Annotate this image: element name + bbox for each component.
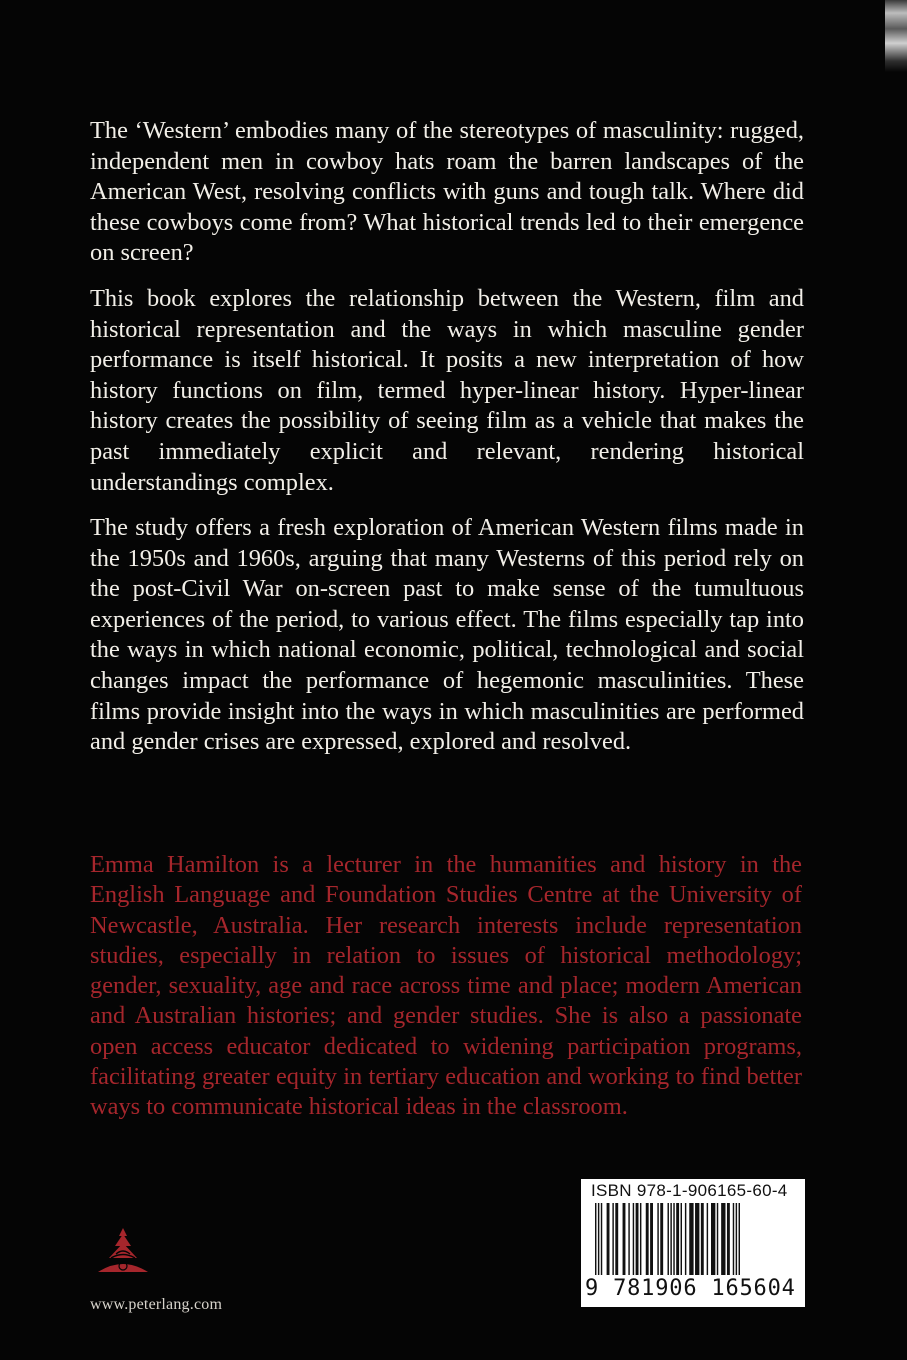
barcode-bar xyxy=(695,1203,699,1275)
blurb-paragraph-3: The study offers a fresh exploration of American Western films made in the 1950s and 1960s, arguing that many Westerns of this period rely on the post-Civil War on-screen past to make sense of the tumultuous experiences of the period, to various effect. The films especially tap into the ways in which national economic, political, technological and social changes impact the performance of hegemonic masculinities. These films provide insight into the ways in which masculinities are performed and gender crises are expressed, explored and resolved. xyxy=(90,514,804,756)
barcode-bar xyxy=(623,1203,626,1275)
barcode-bar xyxy=(711,1203,715,1275)
barcode-bar xyxy=(640,1203,641,1275)
barcode-bar xyxy=(657,1203,658,1275)
barcode-bar xyxy=(628,1203,629,1275)
ean-digits: 9 781906 165604 xyxy=(585,1276,796,1301)
barcode-bar xyxy=(650,1203,653,1275)
barcode-bar xyxy=(721,1203,725,1275)
barcode-bar xyxy=(701,1203,704,1275)
barcode-bar xyxy=(673,1203,674,1275)
barcode-icon xyxy=(581,1203,805,1279)
barcode-bar xyxy=(685,1203,686,1275)
barcode-bar xyxy=(607,1203,610,1275)
barcode-bar xyxy=(689,1203,693,1275)
barcode-bar xyxy=(676,1203,679,1275)
barcode-bar xyxy=(636,1203,639,1275)
barcode-bar xyxy=(681,1203,682,1275)
barcode-bar xyxy=(670,1203,671,1275)
blurb-paragraph-1: The ‘Western’ embodies many of the stereotypes of masculinity: rugged, independent men in cowboy hats roam the barren landscapes of the American West, resolving conflicts with guns and tough talk. Where did these cowboys come from? What historical trends led to their emergence on screen? xyxy=(90,117,804,267)
barcode-bar xyxy=(736,1203,737,1275)
barcode-bar xyxy=(633,1203,634,1275)
barcode-bar xyxy=(612,1203,613,1275)
barcode-bar xyxy=(727,1203,730,1275)
isbn-barcode xyxy=(581,1179,805,1307)
blurb-paragraph-2: This book explores the relationship between the Western, film and historical representation and the ways in which masculine gender performance is itself historical. It posits a new interpretation of how history functions on film, termed hyper-linear history. Hyper-linear history creates the possibility of seeing film as a vehicle that makes the past immediately explicit and relevant, rendering historical understandings complex. xyxy=(90,285,804,496)
barcode-bar xyxy=(601,1203,602,1275)
publisher-website: www.peterlang.com xyxy=(90,1296,223,1313)
barcode-bar xyxy=(733,1203,734,1275)
barcode-bar xyxy=(646,1203,649,1275)
barcode-bar xyxy=(668,1203,669,1275)
peter-lang-logo-icon xyxy=(92,1228,154,1274)
barcode-bar xyxy=(739,1203,740,1275)
barcode-bar xyxy=(595,1203,596,1275)
barcode-bar xyxy=(717,1203,718,1275)
cover-edge-strip xyxy=(885,0,907,72)
barcode-bar xyxy=(598,1203,599,1275)
barcode-bar xyxy=(660,1203,663,1275)
barcode-bar xyxy=(615,1203,618,1275)
barcode-bar xyxy=(707,1203,708,1275)
author-bio: Emma Hamilton is a lecturer in the humanities and history in the English Language and Foundation Studies Centre at the University of Newcastle, Australia. Her research interests include representation studies, especially in relation to issues of historical methodology; gender, sexuality, age and race across time and place; modern American and Australian histories; and gender studies. She is also a passionate open access educator dedicated to widening participation programs, facilitating greater equity in tertiary education and working to find better ways to communicate historical ideas in the classroom. xyxy=(90,851,802,1121)
isbn-label: ISBN 978-1-906165-60-4 xyxy=(591,1181,788,1200)
